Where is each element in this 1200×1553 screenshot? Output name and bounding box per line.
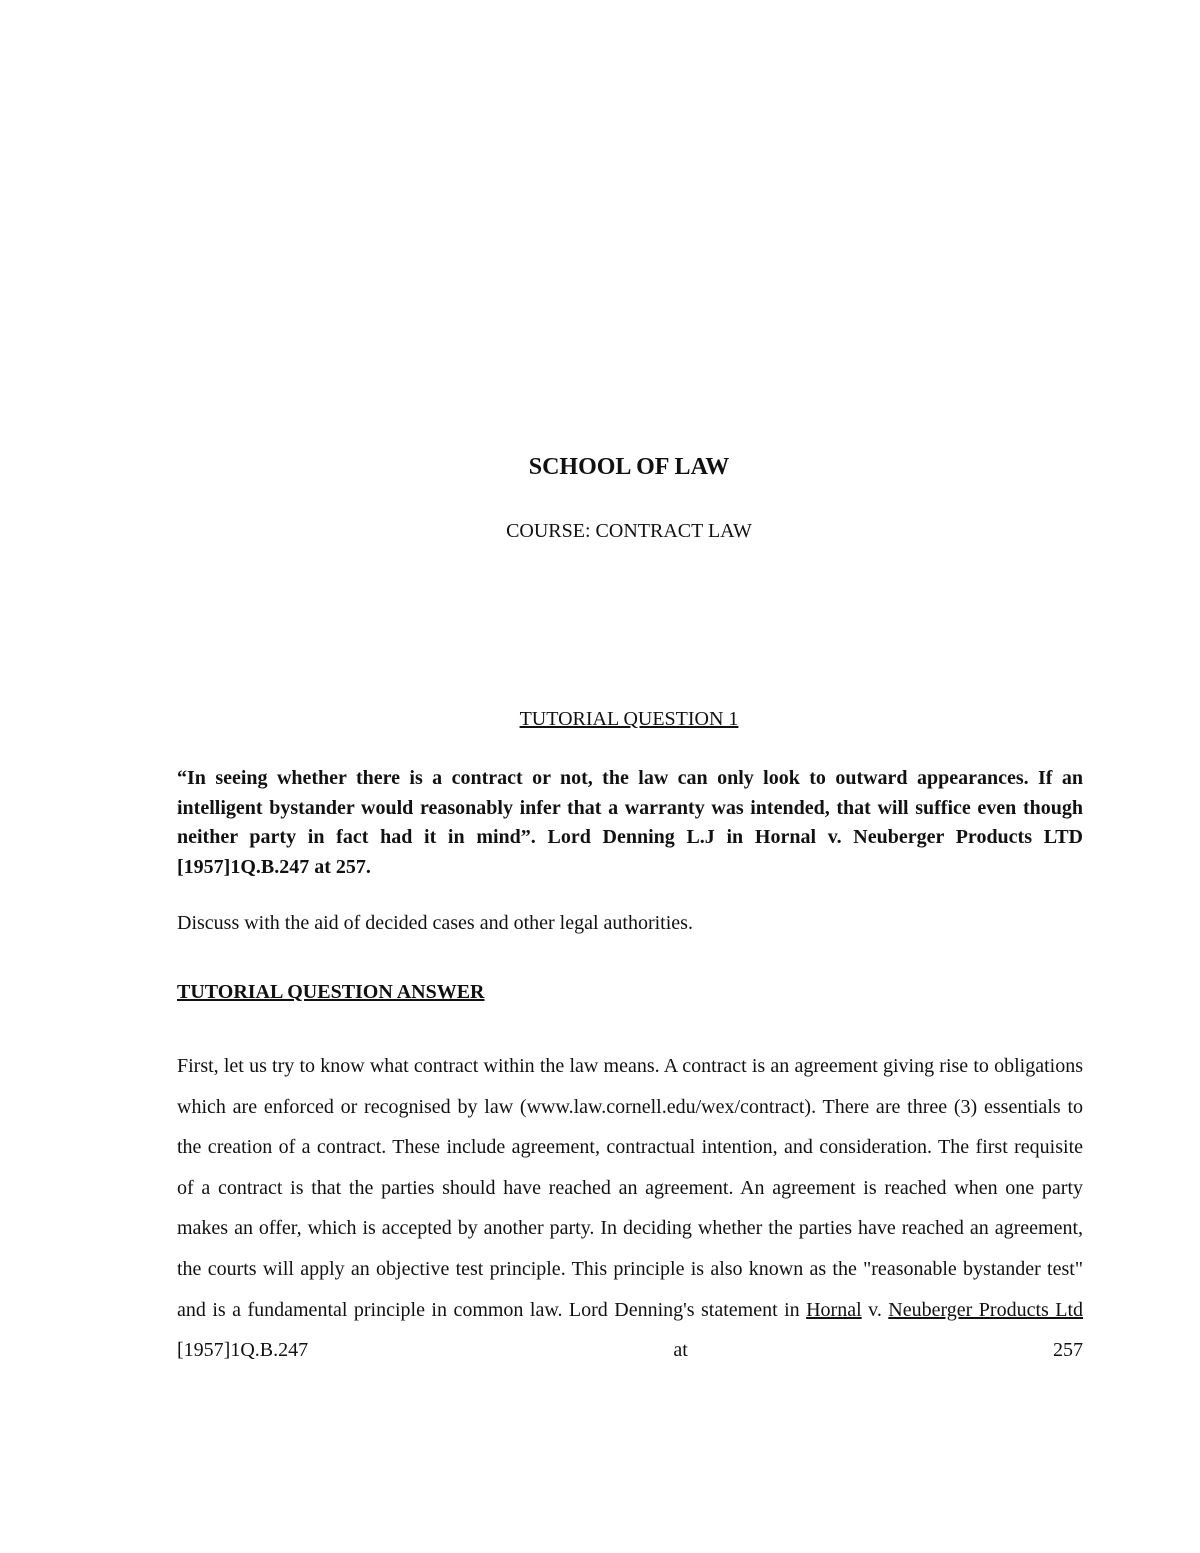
course-title: COURSE: CONTRACT LAW xyxy=(506,520,752,542)
answer-body-text: First, let us try to know what contract within the law means. A contract is an agreement giving rise to obligations which are enforced or recognised by law (www.law.cornell.edu/wex/contract). There are three (3) essentials to the creation of a contract. These include agreement, contractual intention, and consideration. The first requisite of a contract is that the parties should have reached an agreement. An agreement is reached when one party makes an offer, which is accepted by another party. In deciding whether the parties have reached an agreement, the courts will apply an objective test principle. This principle is also known as the "reasonable bystander test" and is a fundamental principle in common law. Lord Denning's statement in xyxy=(177,1055,1083,1321)
question-quote: “In seeing whether there is a contract or not, the law can only look to outward appearances. If an intelligent bystander would reasonably infer that a warranty was intended, that will suffice even though neither party in fact had it in mind”. Lord Denning L.J in Hornal v. Neuberger Products LTD [1957]1Q.B.247 at 257. xyxy=(177,767,1083,878)
case-party-2: Neuberger Products Ltd xyxy=(888,1298,1084,1321)
answer-heading: TUTORIAL QUESTION ANSWER xyxy=(177,981,485,1003)
tutorial-question-heading: TUTORIAL QUESTION 1 xyxy=(519,708,739,730)
question-instruction: Discuss with the aid of decided cases and other legal authorities. xyxy=(177,912,693,934)
case-connector: v. xyxy=(868,1298,882,1321)
school-title: SCHOOL OF LAW xyxy=(528,454,730,480)
case-citation: [1957]1Q.B.247 at 257 xyxy=(177,1339,1083,1362)
case-party-1: Hornal xyxy=(806,1298,862,1321)
answer-paragraph xyxy=(177,1046,1083,1371)
